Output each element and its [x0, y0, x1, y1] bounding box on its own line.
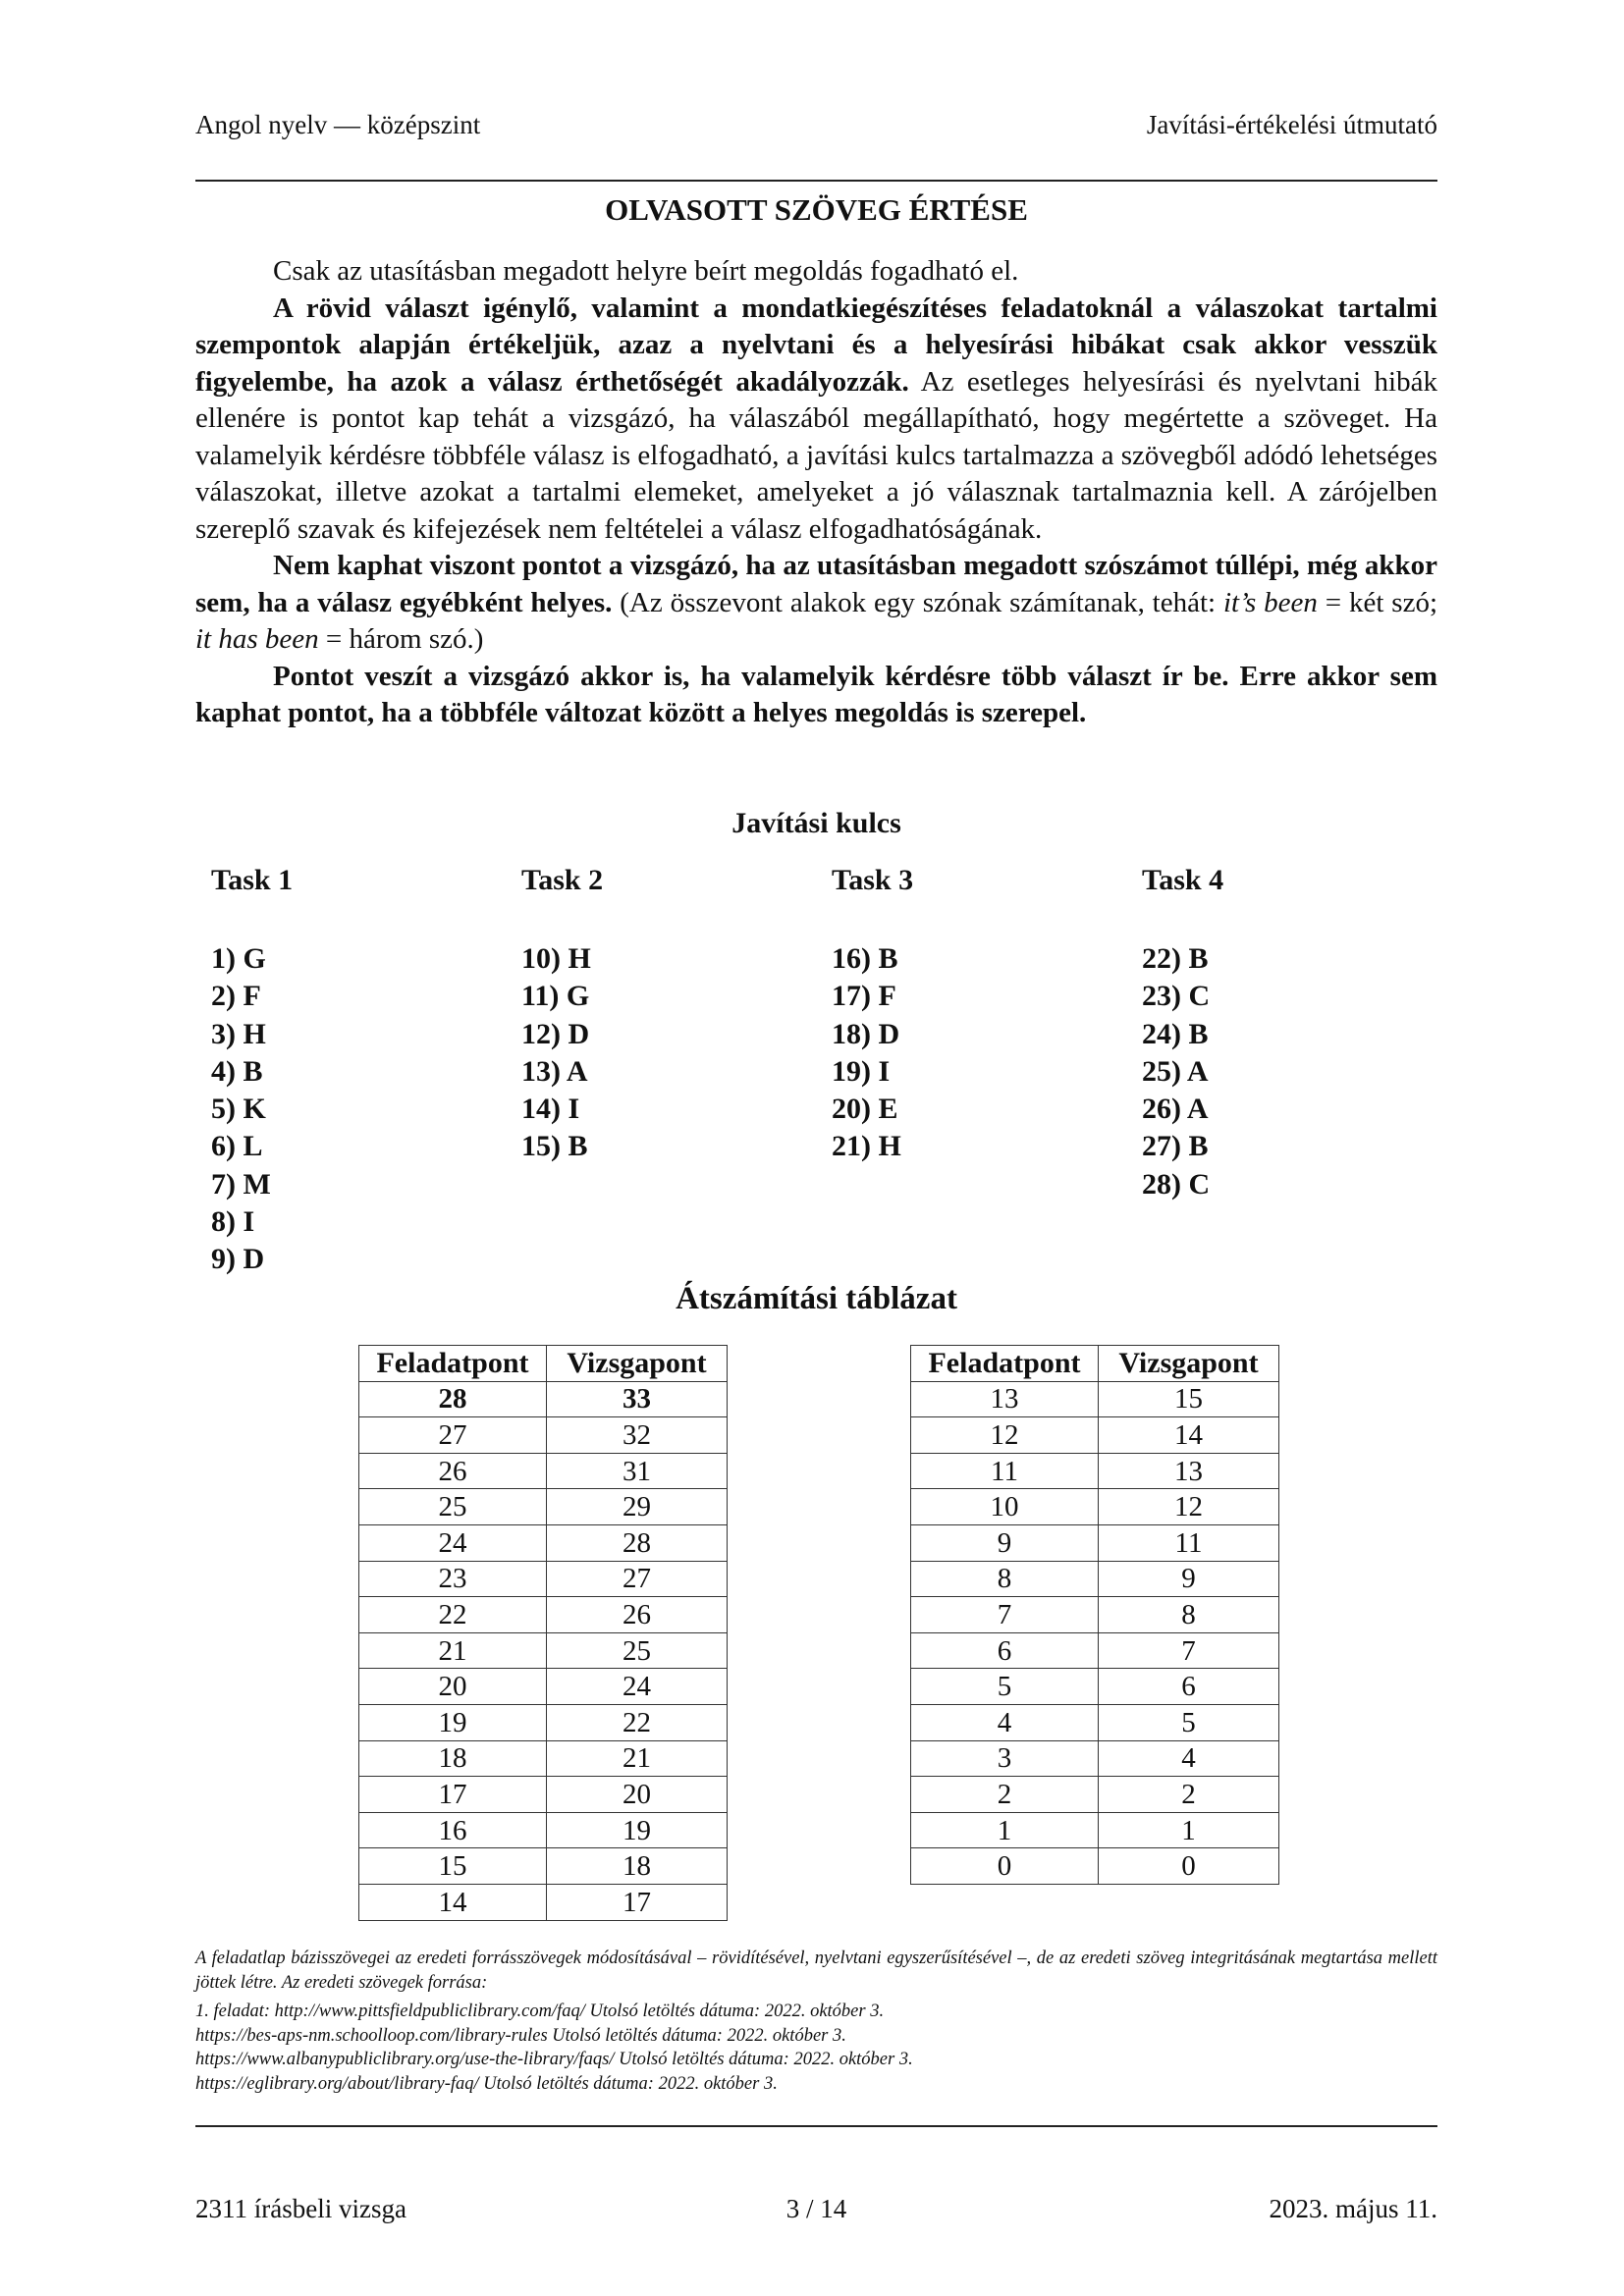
source-line: https://bes-aps-nm.schoolloop.com/library-rules Utolsó letöltés dátuma: 2022. október 3.	[195, 2025, 846, 2046]
instructions	[195, 253, 1437, 732]
exam-points-cell: 28	[547, 1524, 728, 1561]
task-points-cell: 13	[911, 1381, 1099, 1417]
table-row	[911, 1524, 1279, 1561]
table-row	[911, 1777, 1279, 1813]
answer-item: 10) H	[521, 942, 591, 975]
column-header: Feladatpont	[359, 1346, 547, 1382]
answer-item: 5) K	[211, 1093, 266, 1126]
table-row	[359, 1669, 728, 1705]
table-row	[359, 1848, 728, 1885]
task-3-column	[832, 864, 913, 1166]
task-points-cell: 20	[359, 1669, 547, 1705]
exam-points-cell: 5	[1099, 1704, 1279, 1740]
task-points-cell: 28	[359, 1381, 547, 1417]
column-header: Vizsgapont	[547, 1346, 728, 1382]
task-heading: Task 2	[521, 864, 604, 896]
instruction-text: (Az összevont alakok egy szónak számítanak, tehát:	[612, 586, 1223, 618]
table-row	[911, 1489, 1279, 1525]
column-header: Vizsgapont	[1099, 1346, 1279, 1382]
answer-item: 15) B	[521, 1130, 588, 1163]
table-row	[911, 1740, 1279, 1777]
table-row	[911, 1381, 1279, 1417]
instruction-paragraph-2	[195, 291, 1437, 549]
answer-item: 16) B	[832, 942, 898, 975]
answer-item: 2) F	[211, 980, 261, 1013]
exam-points-cell: 4	[1099, 1740, 1279, 1777]
instruction-bold-text: A rövid választ igénylő, valamint a mondatkiegészítéses feladatoknál a válaszokat tartalmi szempontok alapján értékeljük, azaz a nyelvtani és a helyesírási hibákat csak akkor vesszük figyelembe, ha azok a válasz érthetőségét akadályozzák.	[195, 292, 1437, 398]
table-row	[359, 1777, 728, 1813]
answer-item: 7) M	[211, 1167, 271, 1201]
exam-points-cell: 0	[1099, 1848, 1279, 1885]
task-points-cell: 24	[359, 1524, 547, 1561]
task-points-cell: 10	[911, 1489, 1099, 1525]
table-row	[911, 1597, 1279, 1633]
exam-points-cell: 24	[547, 1669, 728, 1705]
exam-points-cell: 17	[547, 1884, 728, 1920]
table-row	[359, 1524, 728, 1561]
conversion-table-right	[910, 1345, 1279, 1885]
table-row	[359, 1704, 728, 1740]
instruction-paragraph-1	[195, 253, 1437, 291]
table-row	[359, 1381, 728, 1417]
task-points-cell: 27	[359, 1417, 547, 1454]
exam-points-cell: 32	[547, 1417, 728, 1454]
exam-points-cell: 26	[547, 1597, 728, 1633]
instruction-paragraph-3	[195, 548, 1437, 659]
exam-points-cell: 19	[547, 1812, 728, 1848]
exam-points-cell: 15	[1099, 1381, 1279, 1417]
footer-exam-code: 2311 írásbeli vizsga	[195, 2194, 406, 2223]
task-points-cell: 0	[911, 1848, 1099, 1885]
exam-points-cell: 9	[1099, 1561, 1279, 1597]
table-row	[911, 1669, 1279, 1705]
exam-points-cell: 25	[547, 1632, 728, 1669]
task-4-column	[1142, 864, 1223, 1203]
exam-points-cell: 18	[547, 1848, 728, 1885]
table-row	[359, 1561, 728, 1597]
source-line: https://www.albanypubliclibrary.org/use-the-library/faqs/ Utolsó letöltés dátuma: 2022. október 3.	[195, 2050, 913, 2069]
answer-item: 23) C	[1142, 980, 1211, 1013]
exam-points-cell: 14	[1099, 1417, 1279, 1454]
instruction-paragraph-4	[195, 659, 1437, 732]
task-points-cell: 5	[911, 1669, 1099, 1705]
answer-item: 25) A	[1142, 1054, 1209, 1088]
task-points-cell: 16	[359, 1812, 547, 1848]
exam-points-cell: 22	[547, 1704, 728, 1740]
conversion-table-left	[358, 1345, 728, 1921]
answer-item: 22) B	[1142, 942, 1209, 975]
exam-points-cell: 29	[547, 1489, 728, 1525]
table-row	[911, 1453, 1279, 1489]
task-points-cell: 6	[911, 1632, 1099, 1669]
table-row	[359, 1812, 728, 1848]
instruction-text: = három szó.)	[318, 623, 484, 655]
task-points-cell: 4	[911, 1704, 1099, 1740]
exam-points-cell: 31	[547, 1453, 728, 1489]
instruction-bold-text: Pontot veszít a vizsgázó akkor is, ha valamelyik kérdésre több választ ír be. Erre akkor sem kaphat pontot, ha a többféle változat között a helyes megoldás is szerepel.	[195, 660, 1437, 728]
table-row	[359, 1453, 728, 1489]
task-points-cell: 2	[911, 1777, 1099, 1813]
table-row	[911, 1848, 1279, 1885]
source-note: A feladatlap bázisszövegei az eredeti forrásszövegek módosításával – rövidítésével, nyelvtani egyszerűsítésével –, de az eredeti szöveg integritásának megtartása mellett jöttek létre. Az eredeti szövegek forrása:	[195, 1949, 1437, 1993]
task-points-cell: 25	[359, 1489, 547, 1525]
instruction-text: Csak az utasításban megadott helyre beírt megoldás fogadható el.	[273, 255, 1019, 287]
exam-points-cell: 2	[1099, 1777, 1279, 1813]
answer-item: 4) B	[211, 1054, 263, 1088]
answer-item: 13) A	[521, 1054, 588, 1088]
example-full: it has been	[195, 623, 319, 655]
task-points-cell: 12	[911, 1417, 1099, 1454]
answer-item: 12) D	[521, 1017, 590, 1050]
table-row	[911, 1704, 1279, 1740]
exam-points-cell: 7	[1099, 1632, 1279, 1669]
answer-key-title: Javítási kulcs	[731, 807, 901, 839]
table-row	[911, 1417, 1279, 1454]
exam-points-cell: 21	[547, 1740, 728, 1777]
exam-points-cell: 27	[547, 1561, 728, 1597]
task-points-cell: 22	[359, 1597, 547, 1633]
page-number: 3 / 14	[785, 2194, 847, 2223]
exam-points-cell: 11	[1099, 1524, 1279, 1561]
answer-item: 18) D	[832, 1017, 900, 1050]
task-points-cell: 18	[359, 1740, 547, 1777]
answer-item: 20) E	[832, 1093, 898, 1126]
table-row	[911, 1812, 1279, 1848]
header-rule	[195, 180, 1437, 182]
exam-points-cell: 33	[547, 1381, 728, 1417]
table-row	[359, 1632, 728, 1669]
exam-points-cell: 6	[1099, 1669, 1279, 1705]
header-subject: Angol nyelv — középszint	[195, 110, 481, 139]
example-contracted: it’s been	[1222, 586, 1318, 618]
task-points-cell: 11	[911, 1453, 1099, 1489]
task-points-cell: 15	[359, 1848, 547, 1885]
answer-item: 6) L	[211, 1130, 263, 1163]
task-heading: Task 3	[832, 864, 914, 896]
conversion-table-title: Átszámítási táblázat	[676, 1281, 957, 1316]
answer-item: 3) H	[211, 1017, 266, 1050]
answer-item: 11) G	[521, 980, 590, 1013]
instruction-text: = két szó;	[1317, 586, 1438, 618]
instruction-bold-text: Nem kaphat viszont pontot a vizsgázó, ha az utasításban megadott szószámot túllépi, még akkor sem, ha a válasz egyébként helyes.	[195, 550, 1437, 618]
answer-item: 17) F	[832, 980, 896, 1013]
header-doc-type: Javítási-értékelési útmutató	[1146, 110, 1437, 139]
source-line: 1. feladat: http://www.pittsfieldpubliclibrary.com/faq/ Utolsó letöltés dátuma: 2022. október 3.	[195, 2002, 885, 2021]
source-line: https://eglibrary.org/about/library-faq/ Utolsó letöltés dátuma: 2022. október 3.	[195, 2073, 778, 2094]
exam-points-cell: 13	[1099, 1453, 1279, 1489]
exam-points-cell: 12	[1099, 1489, 1279, 1525]
answer-item: 26) A	[1142, 1093, 1209, 1126]
table-row	[911, 1561, 1279, 1597]
table-row	[359, 1417, 728, 1454]
task-points-cell: 14	[359, 1884, 547, 1920]
exam-points-cell: 1	[1099, 1812, 1279, 1848]
task-points-cell: 23	[359, 1561, 547, 1597]
exam-points-cell: 20	[547, 1777, 728, 1813]
footer-date: 2023. május 11.	[1269, 2194, 1437, 2223]
footer-rule	[195, 2125, 1437, 2127]
source-notes	[195, 1947, 1437, 2096]
table-row	[359, 1489, 728, 1525]
answer-item: 8) I	[211, 1205, 255, 1239]
task-points-cell: 17	[359, 1777, 547, 1813]
answer-item: 28) C	[1142, 1167, 1211, 1201]
exam-points-cell: 8	[1099, 1597, 1279, 1633]
task-heading: Task 1	[211, 864, 294, 896]
task-points-cell: 3	[911, 1740, 1099, 1777]
table-row	[359, 1597, 728, 1633]
task-points-cell: 19	[359, 1704, 547, 1740]
table-row	[359, 1884, 728, 1920]
task-1-column	[211, 864, 293, 1279]
task-points-cell: 8	[911, 1561, 1099, 1597]
instruction-text: Az esetleges helyesírási és nyelvtani hibák ellenére is pontot kap tehát a vizsgázó, ha válaszából megállapítható, hogy megértette a szöveget. Ha valamelyik kérdésre többféle válasz is elfogadható, a javítási kulcs tartalmazza a szövegből adódó lehetséges válaszokat, illetve azokat a tartalmi elemeket, amelyeket a jó válasznak tartalmaznia kell. A zárójelben szereplő szavak és kifejezések nem feltételei a válasz elfogadhatóságának.	[195, 365, 1437, 545]
answer-item: 1) G	[211, 942, 266, 975]
task-points-cell: 26	[359, 1453, 547, 1489]
task-points-cell: 1	[911, 1812, 1099, 1848]
answer-item: 9) D	[211, 1243, 265, 1276]
task-heading: Task 4	[1142, 864, 1224, 896]
answer-item: 14) I	[521, 1093, 580, 1126]
answer-item: 27) B	[1142, 1130, 1209, 1163]
table-row	[359, 1740, 728, 1777]
task-points-cell: 9	[911, 1524, 1099, 1561]
task-2-column	[521, 864, 603, 1166]
answer-item: 24) B	[1142, 1017, 1209, 1050]
task-points-cell: 7	[911, 1597, 1099, 1633]
task-points-cell: 21	[359, 1632, 547, 1669]
section-title: OLVASOTT SZÖVEG ÉRTÉSE	[605, 192, 1028, 227]
table-row	[911, 1632, 1279, 1669]
column-header: Feladatpont	[911, 1346, 1099, 1382]
answer-item: 19) I	[832, 1054, 891, 1088]
answer-item: 21) H	[832, 1130, 901, 1163]
